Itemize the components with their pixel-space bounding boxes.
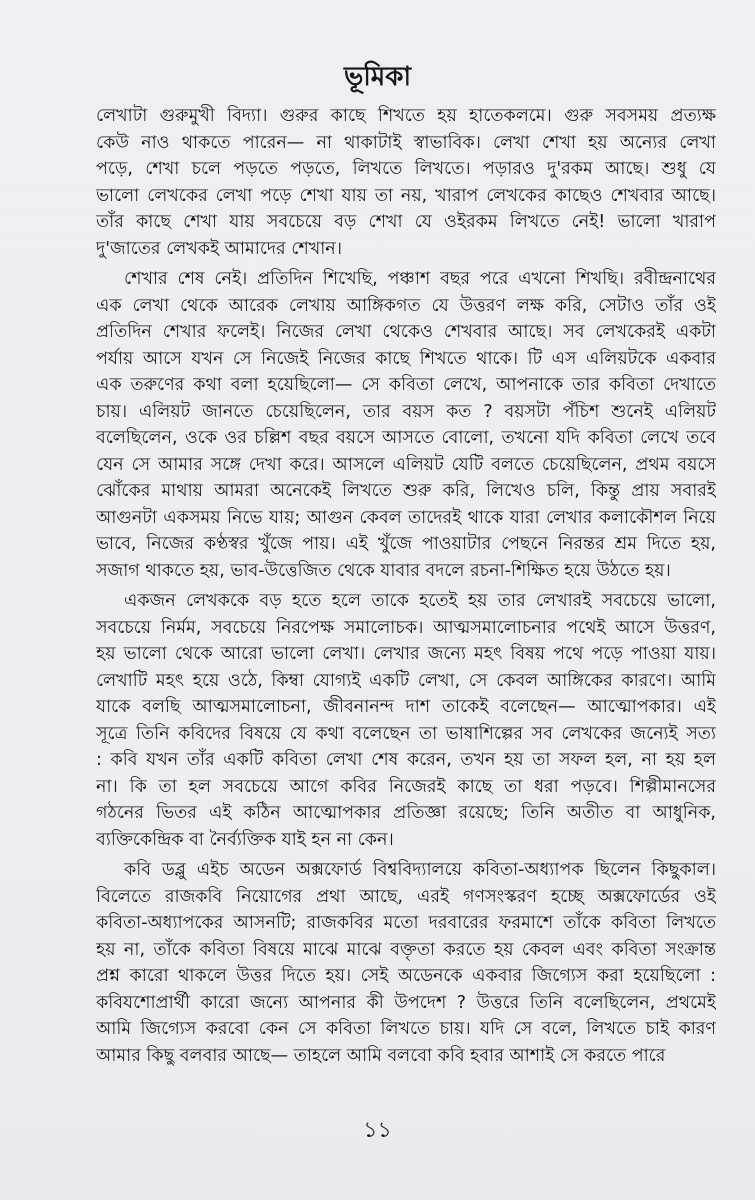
text-line: যেন সে আমার সঙ্গে দেখা করে। আসলে এলিয়ট যেটি বলতে চেয়েছিলেন, প্রথম বয়সে	[96, 454, 716, 475]
text-line: যাকে বলছি আত্মসমালোচনা, জীবনানন্দ দাশ তাকেই বলেছেন— আত্মোপকার। এই	[96, 697, 716, 717]
text-line: : কবি যখন তাঁর একটি কবিতা লেখা শেষ করেন, তখন হয় তা সফল হল, না হয় হল	[96, 750, 716, 770]
text-line: প্রতিদিন শেখার ফলেই। নিজের লেখা থেকেও শেখবার আছে। সব লেখকেরই একটা	[96, 322, 716, 342]
text-line: এক তরুণের কথা বলা হয়েছিলো— সে কবিতা লেখে, আপনাকে তার কবিতা দেখাতে	[96, 375, 716, 395]
page-title: ভূমিকা	[344, 62, 411, 92]
text-line: পড়ে, শেখা চলে পড়তে পড়তে, লিখতে লিখতে। পড়ারও দু'রকম আছে। শুধু যে	[96, 159, 716, 179]
page-number: ১১	[363, 1118, 392, 1143]
text-line: হয় না, তাঁকে কবিতা বিষয়ে মাঝে মাঝে বক্তৃতা করতে হয় কেবল এবং কবিতা সংক্রান্ত	[96, 939, 716, 960]
text-line: বলেছিলেন, ওকে ওর চল্লিশ বছর বয়সে আসতে বোলো, তখনো যদি কবিতা লেখে তবে	[96, 428, 716, 448]
text-line: ব্যক্তিকেন্দ্রিক বা নৈর্ব্যক্তিক যাই হন না কেন।	[96, 829, 394, 850]
text-line: কবিতা-অধ্যাপকের আসনটি; রাজকবির মতো দরবারের ফরমাশে তাঁকে কবিতা লিখতে	[96, 913, 716, 933]
text-line: এক লেখা থেকে আরেক লেখায় আঙ্গিকগত যে উত্তরণ লক্ষ করি, সেটাও তাঁর ওই	[96, 295, 716, 316]
text-line: কবিযশোপ্রার্থী কারো জন্যে আপনার কী উপদেশ ? উত্তরে তিনি বলেছিলেন, প্রথমেই	[96, 992, 716, 1013]
text-line: গঠনের ভিতর এই কঠিন আত্মোপকার প্রতিজ্ঞা রয়েছে; তিনি অতীত বা আধুনিক,	[96, 803, 716, 823]
text-line: আমার কিছু বলবার আছে— তাহলে আমি বলবো কবি হবার আশাই সে করতে পারে	[96, 1045, 666, 1066]
text-line: হয় ভালো থেকে আরো ভালো লেখা। লেখার জন্যে মহৎ বিষয় পথে পড়ে পাওয়া যায়।	[96, 644, 716, 664]
paragraph	[96, 103, 716, 262]
body-text	[96, 103, 716, 1069]
text-line: প্রশ্ন কারো থাকলে উত্তর দিতে হয়। সেই অডেনকে একবার জিগ্যেস করা হয়েছিলো :	[96, 966, 716, 986]
text-line: না। কি তা হল সবচেয়ে আগে কবির নিজেরই কাছে তা ধরা পড়বে। শিল্পীমানসের	[96, 776, 716, 797]
text-line: লেখাটি মহৎ হয়ে ওঠে, কিম্বা যোগ্যই একটি লেখা, সে কেবল আঙ্গিকের কারণে। আমি	[96, 670, 716, 691]
text-line: ভাবে, নিজের কণ্ঠস্বর খুঁজে পায়। এই খুঁজে পাওয়াটার পেছনে নিরন্তর শ্রম দিতে হয়,	[96, 534, 716, 554]
paragraph	[96, 857, 716, 1069]
text-line: তাঁর কাছে শেখা যায় সবচেয়ে বড় শেখা যে ওইরকম লিখতে নেই! ভালো খারাপ	[96, 212, 716, 232]
text-line: আগুনটা একসময় নিভে যায়; আগুন কেবল তাদেরই থাকে যারা লেখার কলাকৌশল নিয়ে	[96, 507, 716, 528]
text-line: লেখাটা গুরুমুখী বিদ্যা। গুরুর কাছে শিখতে হয় হাতেকলমে। গুরু সবসময় প্রত্যক্ষ	[96, 106, 716, 126]
text-line: চায়। এলিয়ট জানতে চেয়েছিলেন, তার বয়স কত ? বয়সটা পঁচিশ শুনেই এলিয়ট	[96, 401, 716, 422]
text-line: কেউ নাও থাকতে পারেন— না থাকাটাই স্বাভাবিক। লেখা শেখা হয় অন্যের লেখা	[96, 132, 716, 153]
text-line: ভালো লেখকের লেখা পড়ে শেখা যায় তা নয়, খারাপ লেখকের কাছেও শেখবার আছে।	[96, 185, 716, 206]
text-line: বিলেতে রাজকবি নিয়োগের প্রথা আছে, এরই গণসংস্করণ হচ্ছে অক্সফোর্ডের ওই	[96, 886, 716, 907]
text-line: দু'জাতের লেখকই আমাদের শেখান।	[96, 238, 342, 259]
text-line: আমি জিগ্যেস করবো কেন সে কবিতা লিখতে চায়। যদি সে বলে, লিখতে চাই কারণ	[96, 1019, 716, 1039]
text-line: একজন লেখককে বড় হতে হলে তাকে হতেই হয় তার লেখারই সবচেয়ে ভালো,	[124, 591, 716, 611]
text-line: সবচেয়ে নির্মম, সবচেয়ে নিরপেক্ষ সমালোচক। আত্মসমালোচনার পথেই আসে উত্তরণ,	[96, 617, 716, 638]
text-line: কবি ডব্লু এইচ অডেন অক্সফোর্ড বিশ্ববিদ্যালয়ে কবিতা-অধ্যাপক ছিলেন কিছুকাল।	[124, 860, 716, 880]
text-line: ঝোঁকের মাথায় আমরা অনেকেই লিখতে শুরু করি, লিখেও চলি, কিন্তু প্রায় সবারই	[96, 481, 716, 501]
text-line: শেখার শেষ নেই। প্রতিদিন শিখেছি, পঞ্চাশ বছর পরে এখনো শিখছি। রবীন্দ্রনাথের	[124, 269, 716, 289]
text-line: পর্যায় আসে যখন সে নিজেই নিজের কাছে শিখতে থাকে। টি এস এলিয়টকে একবার	[96, 348, 716, 369]
paragraph	[96, 588, 716, 853]
text-line: সূত্রে তিনি কবিদের বিষয়ে যে কথা বলেছেন তা ভাষাশিল্পের সব লেখকের জন্যেই সত্য	[96, 723, 716, 744]
paragraph	[96, 266, 716, 584]
text-line: সজাগ থাকতে হয়, ভাব-উত্তেজিত থেকে যাবার বদলে রচনা-শিক্ষিত হয়ে উঠতে হয়।	[96, 560, 671, 581]
